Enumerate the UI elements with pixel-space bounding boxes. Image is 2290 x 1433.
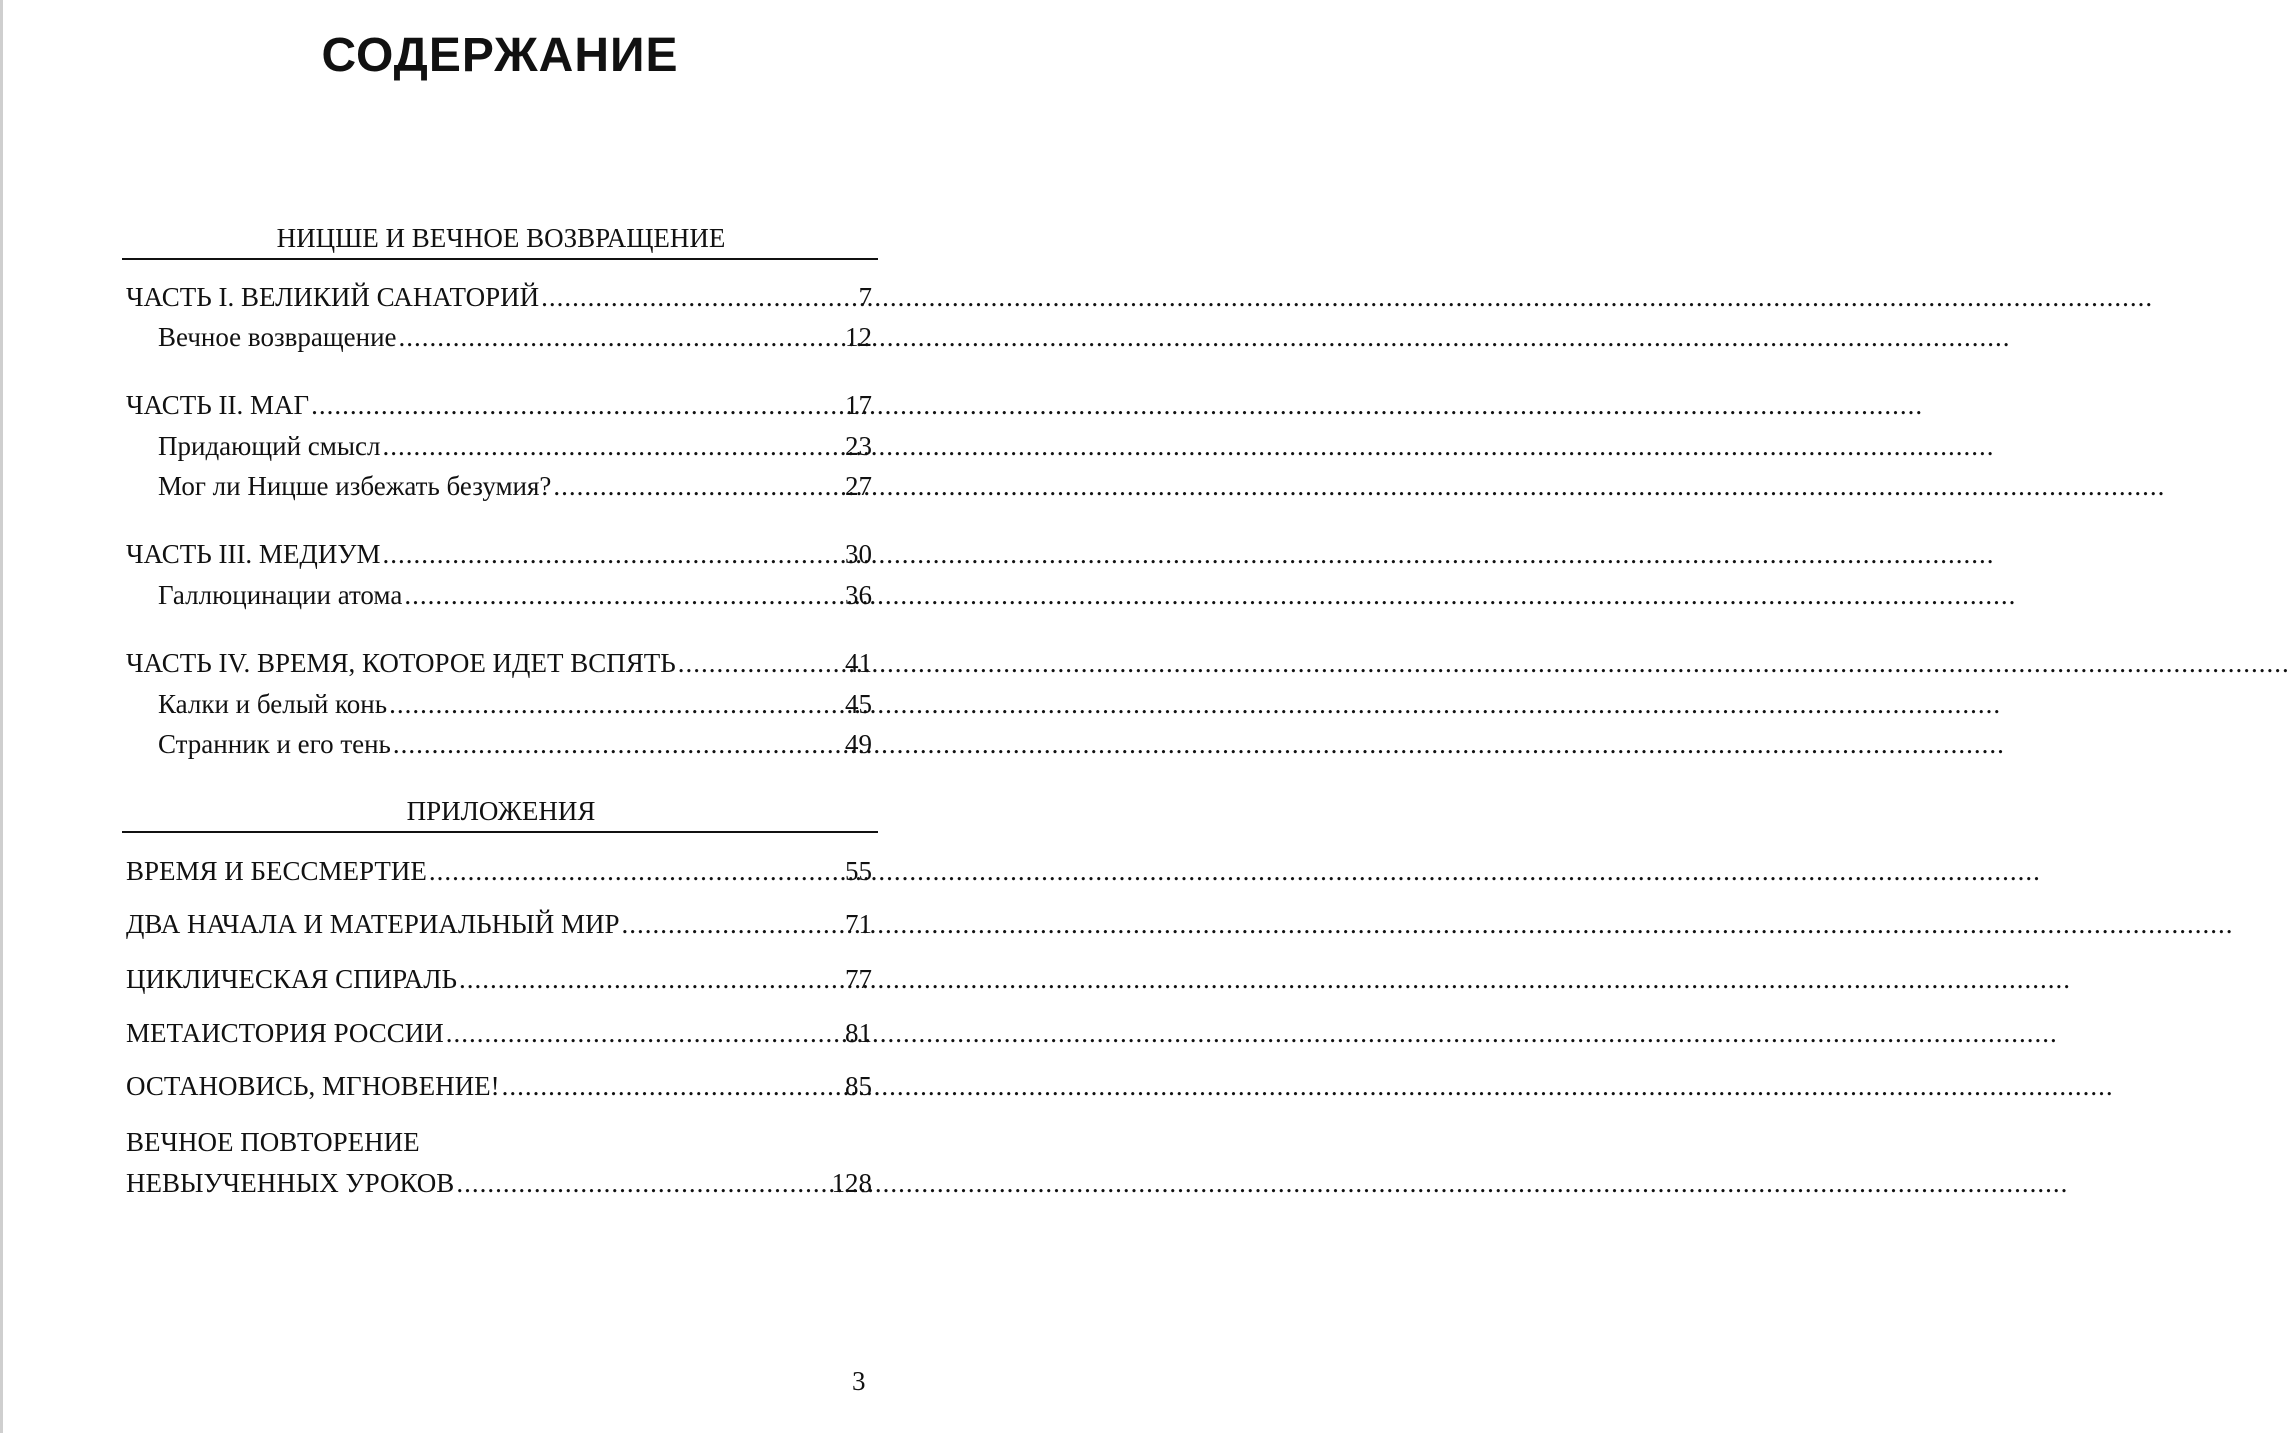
- page-number: 3: [852, 1366, 866, 1396]
- toc-entry-label: ДВА НАЧАЛА И МАТЕРИАЛЬНЫЙ МИР: [126, 909, 620, 939]
- toc-entry-page: 30: [845, 539, 872, 569]
- dot-leader: [678, 646, 843, 680]
- toc-entry-page: 41: [845, 648, 872, 678]
- toc-entry-page: 27: [845, 471, 872, 501]
- toc-entry-page: 45: [845, 689, 872, 719]
- toc-entry-page: 36: [845, 580, 872, 610]
- toc-entry-cyclic-spiral[interactable]: [126, 962, 872, 996]
- toc-entry-page: 7: [858, 282, 872, 312]
- toc-entry-part-4[interactable]: [126, 646, 872, 680]
- toc-entry-part-1[interactable]: [126, 280, 872, 314]
- dot-leader: [404, 578, 843, 612]
- dot-leader: [553, 469, 843, 503]
- toc-entry-page: 49: [845, 729, 872, 759]
- toc-entry-two-principles[interactable]: [126, 907, 872, 941]
- toc-entry-label: ЧАСТЬ II. МАГ: [126, 390, 310, 420]
- dot-leader: [393, 727, 843, 761]
- toc-entry-page: 85: [845, 1071, 872, 1101]
- page-edge: [0, 0, 3, 1433]
- toc-entry-atom-hallucinations[interactable]: [158, 578, 872, 612]
- toc-entry-eternal-return[interactable]: [158, 320, 872, 354]
- toc-entry-label: ЧАСТЬ I. ВЕЛИКИЙ САНАТОРИЙ: [126, 282, 540, 312]
- toc-entry-label: ВРЕМЯ И БЕССМЕРТИЕ: [126, 856, 427, 886]
- dot-leader: [541, 280, 856, 314]
- dot-leader: [382, 537, 843, 571]
- toc-entry-part-2[interactable]: [126, 388, 872, 422]
- dot-leader: [429, 854, 843, 888]
- dot-leader: [382, 429, 843, 463]
- toc-entry-label: ЧАСТЬ IV. ВРЕМЯ, КОТОРОЕ ИДЕТ ВСПЯТЬ: [126, 648, 676, 678]
- section-divider: [122, 258, 878, 260]
- toc-entry-label: Галлюцинации атома: [158, 580, 403, 610]
- toc-entry-time-immortality[interactable]: [126, 854, 872, 888]
- dot-leader: [311, 388, 843, 422]
- dot-leader: [456, 1166, 829, 1200]
- toc-entry-label: ЦИКЛИЧЕСКАЯ СПИРАЛЬ: [126, 964, 458, 994]
- page-title: СОДЕРЖАНИЕ: [321, 29, 679, 82]
- toc-entry-metahistory[interactable]: [126, 1016, 872, 1050]
- toc-entry-could-nietzsche[interactable]: [158, 469, 872, 503]
- toc-entry-meaning-giver[interactable]: [158, 429, 872, 463]
- toc-entry-page: 55: [845, 856, 872, 886]
- dot-leader: [389, 687, 843, 721]
- toc-entry-page: 23: [845, 431, 872, 461]
- section-divider: [122, 831, 878, 833]
- toc-entry-label: Придающий смысл: [158, 431, 381, 461]
- toc-entry-label: Вечное возвращение: [158, 322, 397, 352]
- toc-entry-part-3[interactable]: [126, 537, 872, 571]
- toc-entry-label: Странник и его тень: [158, 729, 391, 759]
- toc-entry-wanderer[interactable]: [158, 727, 872, 761]
- dot-leader: [502, 1069, 843, 1103]
- toc-entry-label: МЕТАИСТОРИЯ РОССИИ: [126, 1018, 444, 1048]
- dot-leader: [399, 320, 843, 354]
- toc-entry-page: 71: [845, 909, 872, 939]
- toc-entry-label: ОСТАНОВИСЬ, МГНОВЕНИЕ!: [126, 1071, 500, 1101]
- toc-entry-page: 17: [845, 390, 872, 420]
- toc-entry-label: НЕВЫУЧЕННЫХ УРОКОВ: [126, 1168, 455, 1198]
- toc-entry-page: 128: [831, 1168, 872, 1198]
- dot-leader: [446, 1016, 843, 1050]
- toc-entry-label: Мог ли Ницше избежать безумия?: [158, 471, 552, 501]
- toc-entry-stop-moment[interactable]: [126, 1069, 872, 1103]
- toc-entry-label: Калки и белый конь: [158, 689, 388, 719]
- dot-leader: [622, 907, 844, 941]
- toc-entry-page: 77: [845, 964, 872, 994]
- toc-entry-label-line1[interactable]: ВЕЧНОЕ ПОВТОРЕНИЕ: [126, 1127, 420, 1157]
- toc-entry-page: 81: [845, 1018, 872, 1048]
- toc-entry-label: ЧАСТЬ III. МЕДИУМ: [126, 539, 381, 569]
- section-heading-appendices: ПРИЛОЖЕНИЯ: [406, 796, 596, 826]
- dot-leader: [459, 962, 843, 996]
- toc-entry-page: 12: [845, 322, 872, 352]
- toc-entry-kalki[interactable]: [158, 687, 872, 721]
- toc-entry-unlearned-lessons[interactable]: [126, 1166, 872, 1200]
- section-heading-nietzsche: НИЦШЕ И ВЕЧНОЕ ВОЗВРАЩЕНИЕ: [276, 223, 726, 253]
